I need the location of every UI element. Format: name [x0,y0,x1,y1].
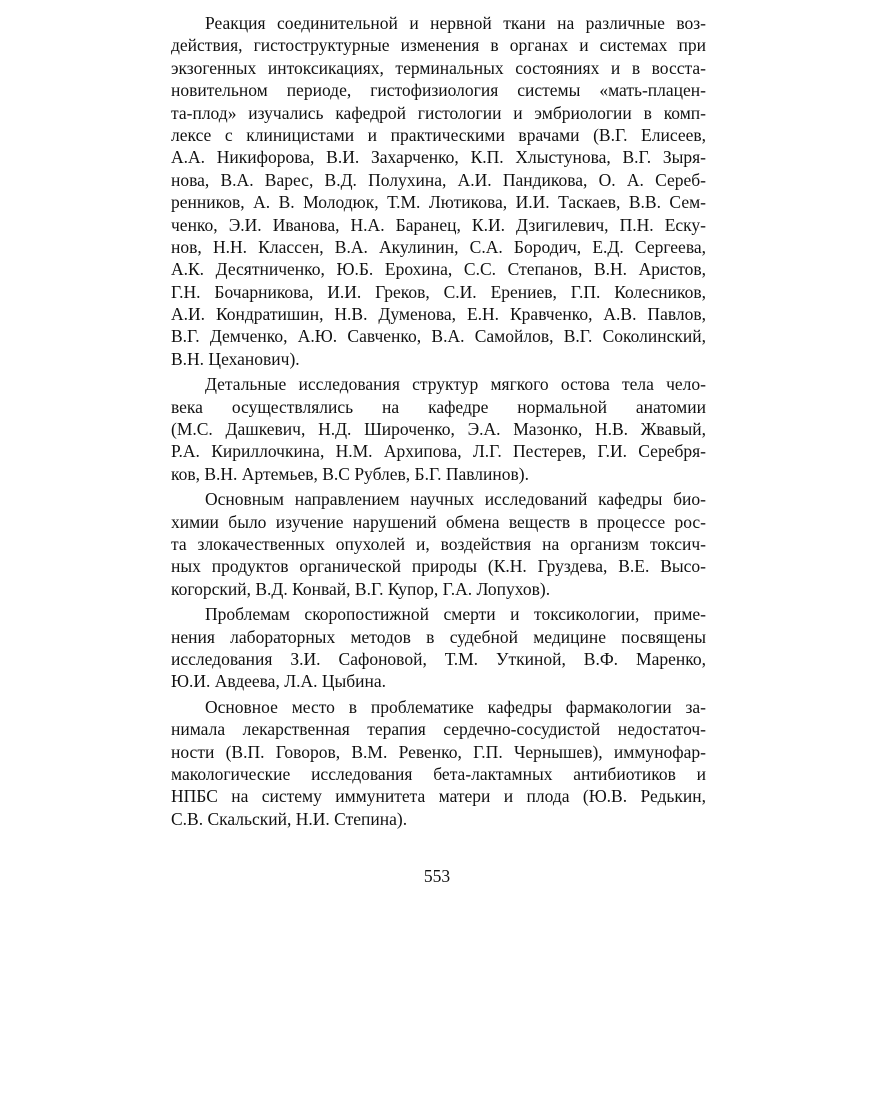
page-number: 553 [423,866,451,886]
text-line: та злокачественных опухолей и, воздействия на организм токсич- [171,533,706,554]
text-line: С.В. Скальский, Н.И. Степина). [171,808,408,829]
text-line: ных продуктов органической природы (К.Н. Груздева, В.Е. Высо- [171,556,706,577]
text-line: нова, В.А. Варес, В.Д. Полухина, А.И. Пандикова, О. А. Сереб- [171,169,706,190]
text-line: нимала лекарственная терапия сердечно-сосудистой недостаточ- [171,719,706,740]
paragraph [171,373,706,485]
text-line: В.Г. Демченко, А.Ю. Савченко, В.А. Самойлов, В.Г. Соколинский, [171,326,706,347]
text-line: лексе с клиницистами и практическими врачами (В.Г. Елисеев, [171,124,706,145]
text-line: века осуществлялись на кафедре нормальной анатомии [171,396,706,417]
text-line: В.Н. Цеханович). [171,348,300,369]
text-line: химии было изучение нарушений обмена веществ в процессе рос- [171,511,706,532]
paragraph [171,12,706,370]
text-line: ченко, Э.И. Иванова, Н.А. Баранец, К.И. Дзигилевич, П.Н. Еску- [171,214,706,235]
text-line: ков, В.Н. Артемьев, В.С Рублев, Б.Г. Павлинов). [171,463,529,484]
text-line: нения лабораторных методов в судебной медицине посвящены [171,626,706,647]
text-line: экзогенных интоксикациях, терминальных состояниях и в восста- [171,57,706,78]
paragraph [171,603,706,693]
text-line: когорский, В.Д. Конвай, В.Г. Купор, Г.А. Лопухов). [171,578,551,599]
text-line: исследования З.И. Сафоновой, Т.М. Уткиной, В.Ф. Маренко, [171,648,706,669]
text-line: действия, гистоструктурные изменения в органах и системах при [171,35,706,56]
text-line: Проблемам скоропостижной смерти и токсикологии, приме- [205,604,706,625]
text-line: А.А. Никифорова, В.И. Захарченко, К.П. Хлыстунова, В.Г. Зыря- [171,147,706,168]
text-line: (М.С. Дашкевич, Н.Д. Широченко, Э.А. Мазонко, Н.В. Жвавый, [171,419,706,440]
text-line: макологические исследования бета-лактамных антибиотиков и [171,763,706,784]
text-line: та-плод» изучались кафедрой гистологии и эмбриологии в комп- [171,102,706,123]
text-line: ренников, А. В. Молодюк, Т.М. Лютикова, И.И. Таскаев, В.В. Сем- [171,192,706,213]
text-line: НПБС на систему иммунитета матери и плода (Ю.В. Редькин, [171,786,706,807]
paragraph [171,488,706,600]
text-line: нов, Н.Н. Классен, В.А. Акулинин, С.А. Бородич, Е.Д. Сергеева, [171,236,706,257]
paragraph [171,696,706,830]
text-line: Р.А. Кириллочкина, Н.М. Архипова, Л.Г. Пестерев, Г.И. Серебря- [171,441,706,462]
text-line: Ю.И. Авдеева, Л.А. Цыбина. [171,671,387,692]
page-body [171,12,706,830]
text-line: Основное место в проблематике кафедры фармакологии за- [205,696,706,717]
text-line: ности (В.П. Говоров, В.М. Ревенко, Г.П. Чернышев), иммунофар- [171,741,706,762]
text-line: А.К. Десятниченко, Ю.Б. Ерохина, С.С. Степанов, В.Н. Аристов, [171,259,706,280]
text-line: Детальные исследования структур мягкого остова тела чело- [205,374,706,395]
text-line: Основным направлением научных исследований кафедры био- [205,489,706,510]
text-line: новительном периоде, гистофизиология системы «мать-плацен- [171,80,706,101]
text-line: А.И. Кондратишин, Н.В. Думенова, Е.Н. Кравченко, А.В. Павлов, [171,304,706,325]
text-line: Г.Н. Бочарникова, И.И. Греков, С.И. Ерениев, Г.П. Колесников, [171,281,706,302]
text-line: Реакция соединительной и нервной ткани на различные воз- [205,13,706,33]
